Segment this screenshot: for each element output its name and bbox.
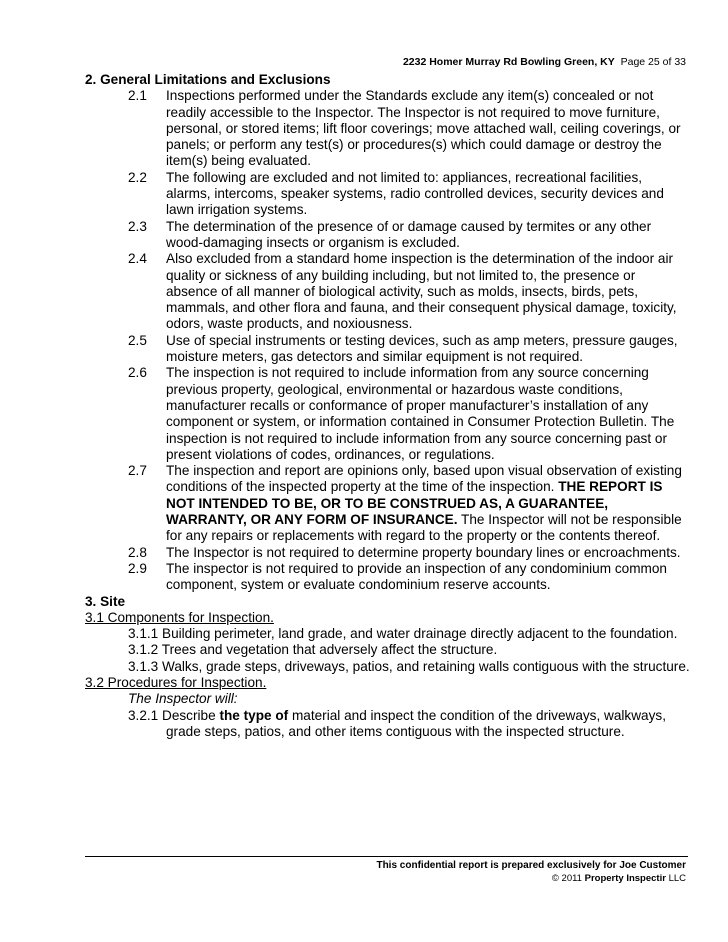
list-item: 3.1.2 Trees and vegetation that adversely affect the structure. bbox=[128, 642, 498, 658]
footer-copyright: © 2011 Property Inspectir LLC bbox=[551, 873, 686, 884]
list-item: 2.6 The inspection is not required to include information from any source concerning previous property, geological, environmental or hazardous waste conditions, manufacturer recalls or conformance of proper manufacturer’s installation of any component or system, or information contained in Consumer Protection Bulletin. The inspection is not required to include information from any source concerning past or present violations of codes, ordinances, or regulations. bbox=[128, 365, 675, 462]
list-item: 2.8 The Inspector is not required to determine property boundary lines or encroachments. bbox=[128, 544, 681, 560]
subsection-3-1-title: 3.1 Components for Inspection. bbox=[85, 609, 274, 625]
header-page-number: Page 25 of 33 bbox=[620, 56, 686, 68]
list-item: 2.4 Also excluded from a standard home inspection is the determination of the indoor air quality or sickness of any building including, but not limited to, the presence or absence of all manner of biological activity, such as molds, insects, birds, pets, mammals, and other flora and fauna, and their consequent physical damage, toxicity, odors, waste products, and noxiousness. bbox=[128, 251, 677, 332]
list-item: 3.1.1 Building perimeter, land grade, and water drainage directly adjacent to the foundation. bbox=[128, 626, 678, 642]
report-body bbox=[85, 72, 690, 740]
list-item: 2.7 The inspection and report are opinions only, based upon visual observation of existing conditions of the inspected property at the time of the inspection. THE REPORT IS NOT INTENDED TO BE, OR TO BE CONSTRUED AS, A GUARANTEE, WARRANTY, OR ANY FORM OF INSURANCE. The Inspector will not be responsible for any repairs or replacements with regard to the property or the contents thereof. bbox=[128, 463, 682, 544]
list-item: 3.1.3 Walks, grade steps, driveways, patios, and retaining walls contiguous with the structure. bbox=[128, 658, 690, 674]
footer-confidential-note: This confidential report is prepared exclusively for Joe Customer bbox=[376, 860, 686, 871]
section-3-title: 3. Site bbox=[85, 593, 126, 609]
list-item: 2.3 The determination of the presence of or damage caused by termites or any other wood-damaging insects or organism is excluded. bbox=[128, 218, 652, 250]
header-address: 2232 Homer Murray Rd Bowling Green, KY bbox=[402, 56, 615, 68]
page-header bbox=[403, 55, 686, 69]
inspector-will-label: The Inspector will: bbox=[128, 691, 238, 707]
list-item: 2.2 The following are excluded and not limited to: appliances, recreational facilities, alarms, intercoms, speaker systems, radio controlled devices, security devices and lawn irrigation systems. bbox=[128, 169, 664, 218]
list-item: 2.9 The inspector is not required to provide an inspection of any condominium common component, system or evaluate condominium reserve accounts. bbox=[128, 560, 667, 593]
list-item: 3.2.1 Describe the type of material and inspect the condition of the driveways, walkways, grade steps, patios, and other items contiguous with the inspected structure. bbox=[128, 707, 666, 739]
footer-divider bbox=[85, 856, 688, 857]
list-item: 2.1 Inspections performed under the Standards exclude any item(s) concealed or not readily accessible to the Inspector. The Inspector is not required to move furniture, personal, or stored items; lift floor coverings; move attached wall, ceiling coverings, or panels; or perform any test(s) or procedures(s) which could damage or destroy the item(s) being evaluated. bbox=[128, 88, 681, 169]
section-2-title: 2. General Limitations and Exclusions bbox=[85, 72, 331, 87]
disclaimer-bold: THE REPORT IS NOT INTENDED TO BE, OR TO BE CONSTRUED AS, A GUARANTEE, WARRANTY, OR ANY FORM OF INSURANCE. bbox=[166, 479, 663, 528]
subsection-3-2-title: 3.2 Procedures for Inspection. bbox=[85, 674, 267, 690]
company-name: Property Inspectir bbox=[584, 873, 666, 884]
list-item: 2.5 Use of special instruments or testing devices, such as amp meters, pressure gauges, moisture meters, gas detectors and similar equipment is not required. bbox=[128, 332, 678, 365]
